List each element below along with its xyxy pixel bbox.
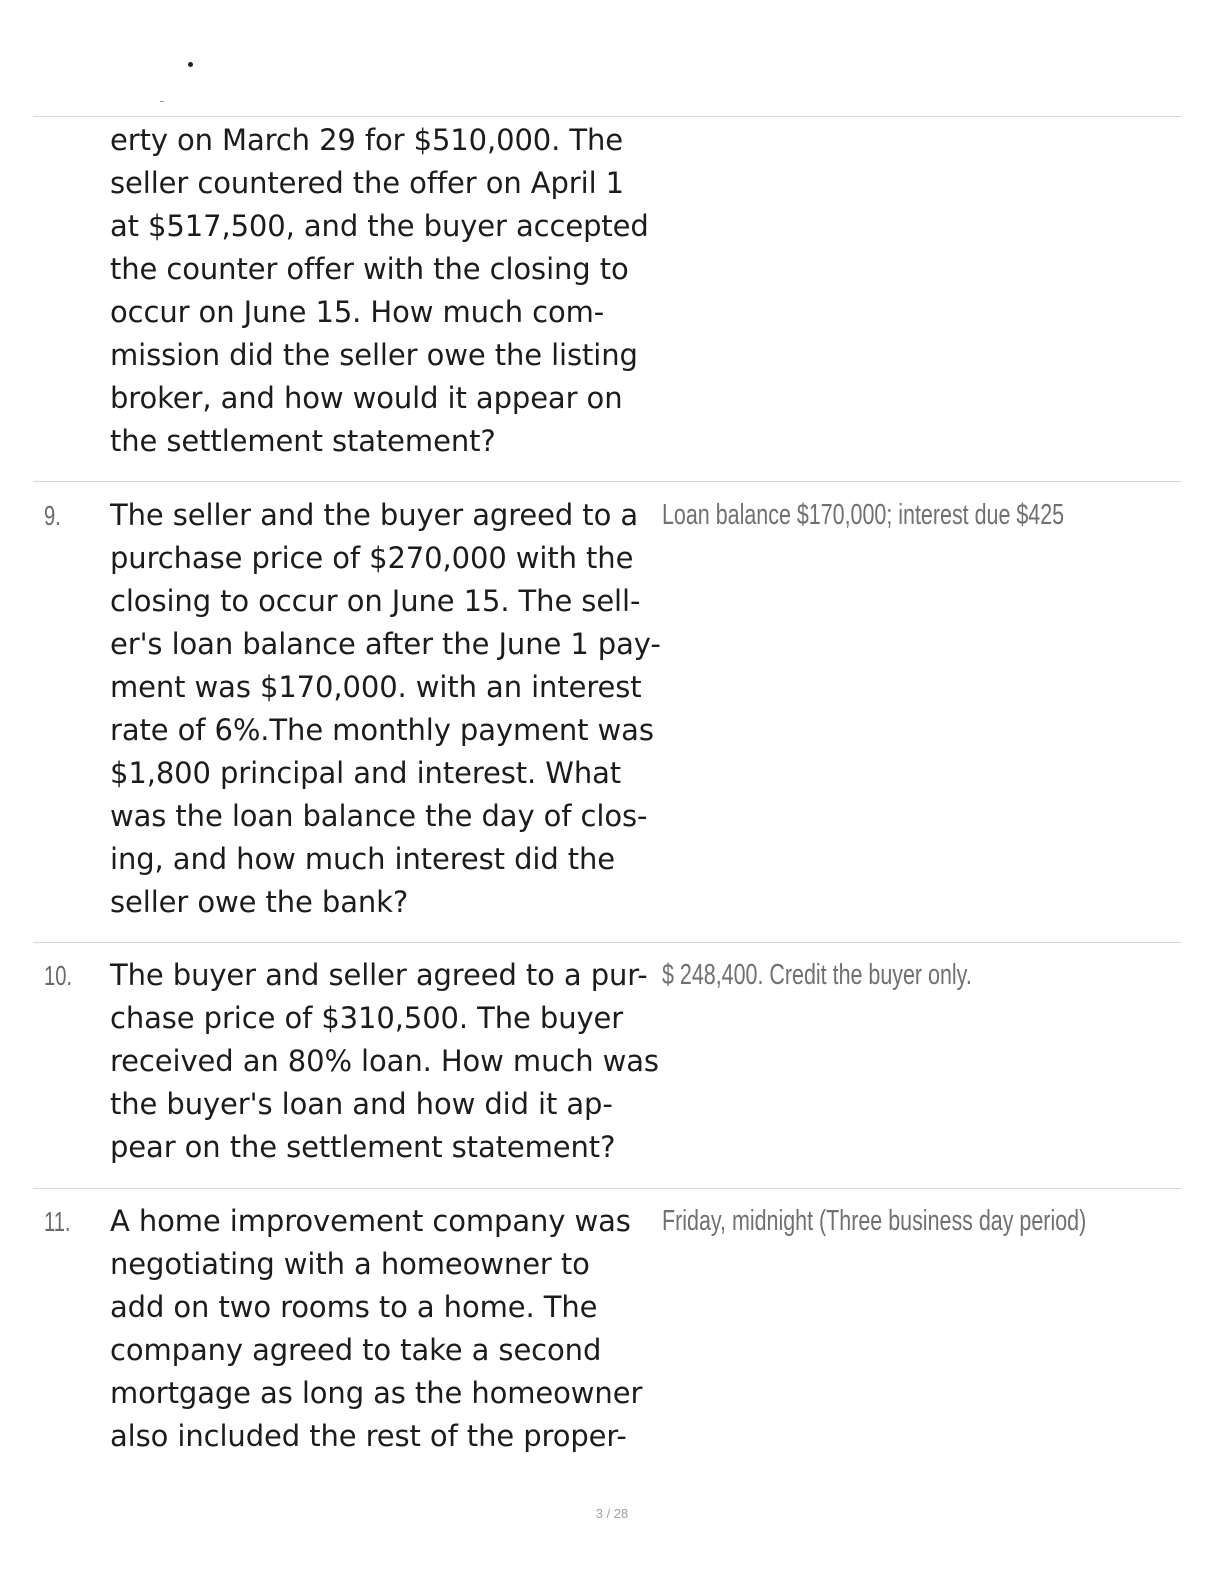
row-divider (33, 1188, 1181, 1189)
question-number: 9. (44, 500, 61, 531)
answer-text: $ 248,400. Credit the buyer only. (662, 959, 972, 991)
question-text: The seller and the buyer agreed to a purchase price of $270,000 with the closing to occur on June 15. The sell- er's loan balance after the June 1 pay- ment was $170,000. with an interest rate of 6%.The monthly payment was $1,800 principal and interest. What was the loan balance the day of clos- ing, and how much interest did the seller owe the bank? (110, 498, 661, 919)
row-divider (33, 116, 1181, 117)
answer-text: Loan balance $170,000; interest due $425 (662, 499, 1065, 531)
question-text: The buyer and seller agreed to a pur- chase price of $310,500. The buyer received an 80% loan. How much was the buyer's loan and how did it ap- pear on the settlement statement? (110, 958, 659, 1164)
question-text: erty on March 29 for $510,000. The seller countered the offer on April 1 at $517,500, and the buyer accepted the counter offer with the closing to occur on June 15. How much com- mission did the seller owe the listing broker, and how would it appear on the settlement statement? (110, 123, 649, 458)
page-indicator: 3 / 28 (595, 1506, 629, 1521)
stray-tick-mark (160, 101, 164, 102)
row-divider (33, 481, 1181, 482)
row-divider (33, 942, 1181, 943)
question-number: 10. (44, 960, 73, 991)
stray-dot-mark (188, 62, 193, 67)
answer-text: Friday, midnight (Three business day period) (662, 1205, 1087, 1237)
question-number: 11. (44, 1206, 71, 1237)
question-text: A home improvement company was negotiating with a homeowner to add on two rooms to a home. The company agreed to take a second mortgage as long as the homeowner also included the rest of the proper- (110, 1204, 643, 1453)
